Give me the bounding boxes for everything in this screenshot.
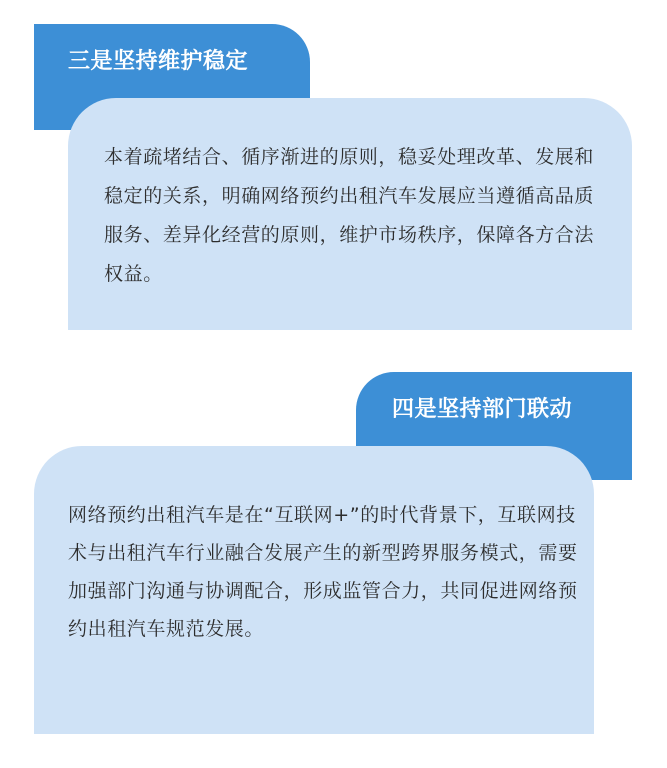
section-1-body-text: 本着疏堵结合、循序渐进的原则，稳妥处理改革、发展和稳定的关系，明确网络预约出租汽车发展应当遵循高品质服务、差异化经营的原则，维护市场秩序，保障各方合法权益。 <box>104 146 595 285</box>
section-2-body-text: 网络预约出租汽车是在“互联网+”的时代背景下，互联网技术与出租汽车行业融合发展产生的新型跨界服务模式，需要加强部门沟通与协调配合，形成监管合力，共同促进网络预约出租汽车规范发展。 <box>68 504 578 640</box>
section-1-title: 三是坚持维护稳定 <box>68 49 249 74</box>
section-2-title: 四是坚持部门联动 <box>392 397 573 422</box>
